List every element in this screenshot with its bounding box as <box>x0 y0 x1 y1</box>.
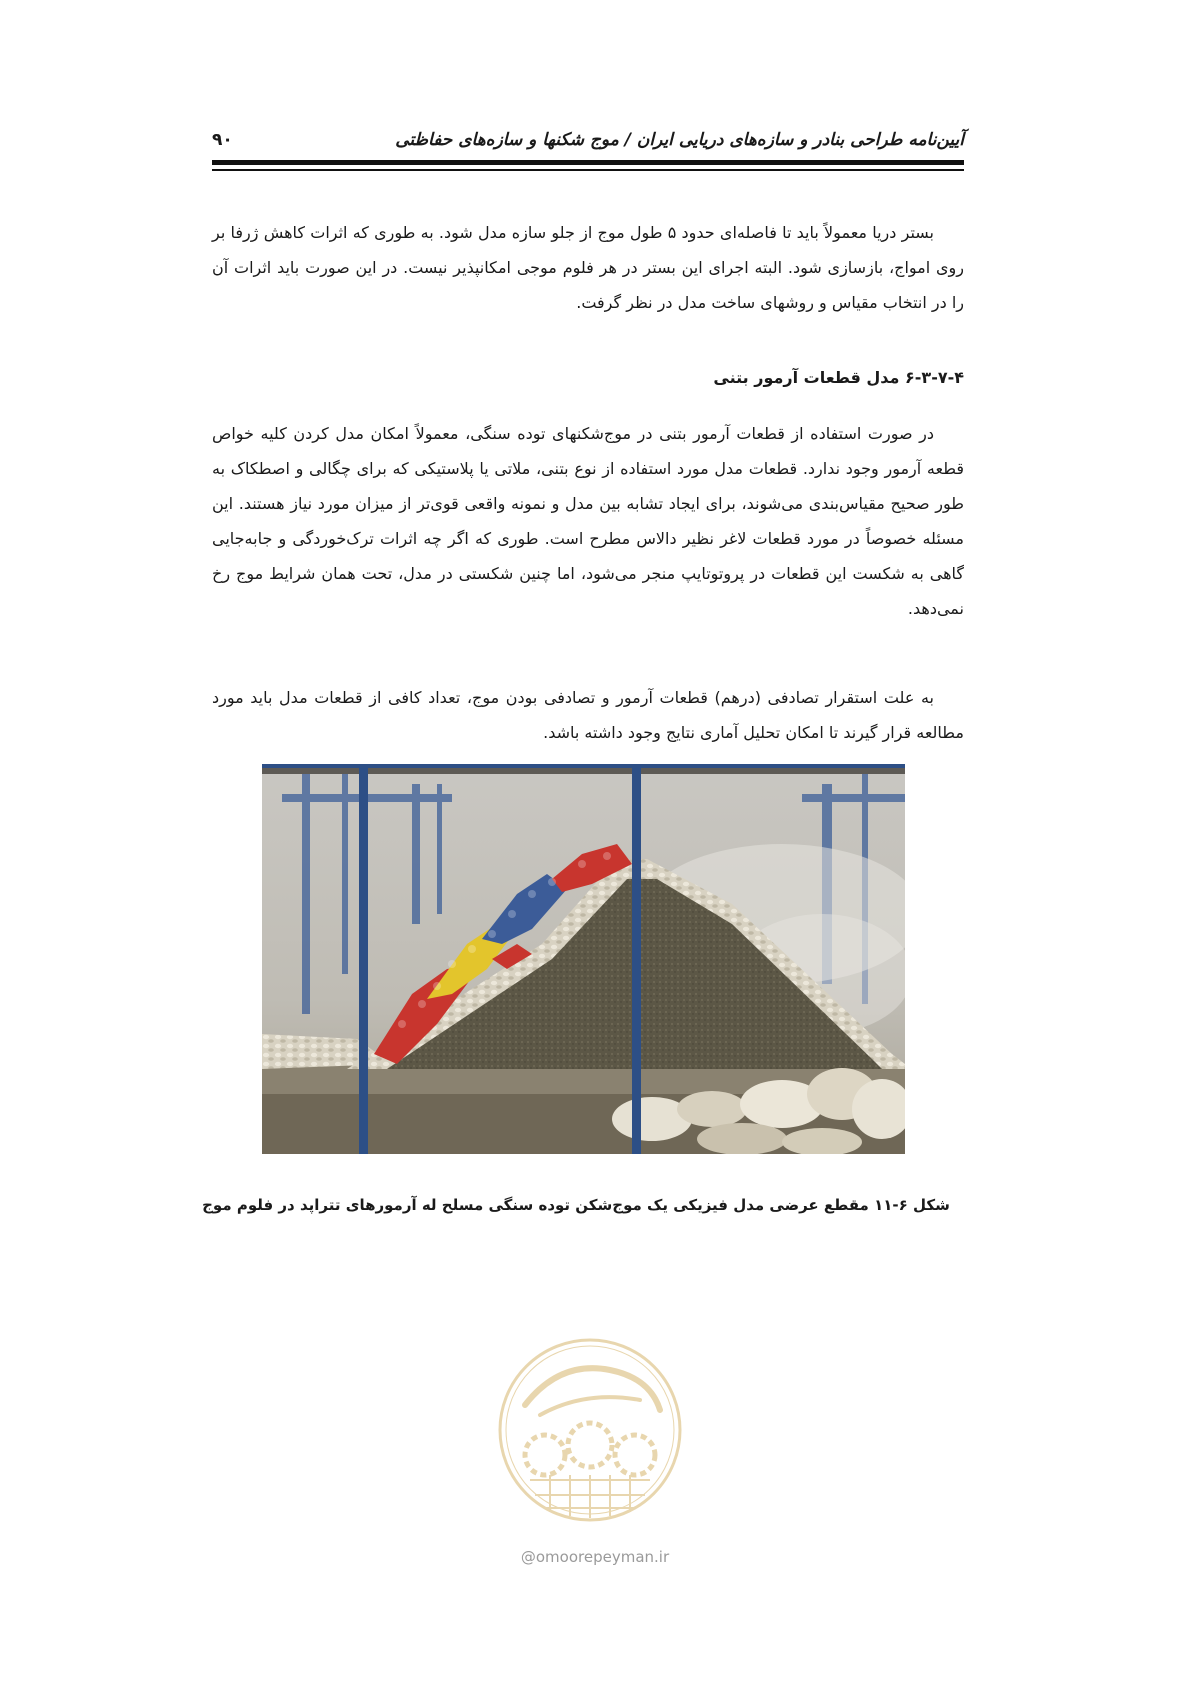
figure-caption: شکل ۶-۱۱ مقطع عرضی مدل فیزیکی یک موج‌شکن توده سنگی مسلح له آرمورهای تتراپد در فلوم موج <box>202 1196 950 1214</box>
paragraph-text: در صورت استفاده از قطعات آرمور بتنی در موج‌شکنهای توده سنگی، معمولاً امکان مدل کردن کلیه خواص قطعه آرمور وجود ندارد. قطعات مدل مورد استفاده از نوع بتنی، ملاتی یا پلاستیکی که برای چگالی و اصطکاک به طور صحیح مقیاس‌بندی می‌شوند، برای ایجاد تشابه بین مدل و نمونه واقعی قوی‌تر از میزان مورد نیاز هستند. این مسئله خصوصاً در مورد قطعات لاغر نظیر دالاس مطرح است. طوری که اگر چه اثرات ترک‌خوردگی و جابه‌جایی گاهی به شکست این قطعات در پروتوتایپ منجر می‌شود، اما چنین شکستی در مدل، تحت همان شرایط موج رخ نمی‌دهد. <box>212 424 964 618</box>
header-title: آیین‌نامه طراحی بنادر و سازه‌های دریایی ایران / موج شکنها و سازه‌های حفاظتی <box>395 130 964 150</box>
page-number: ۹۰ <box>212 130 233 150</box>
paragraph-seabed <box>212 215 964 320</box>
flume-photo-svg <box>262 764 905 1154</box>
watermark-logo <box>490 1330 690 1530</box>
paragraph-random-placement <box>212 680 964 750</box>
header-rule-thin <box>212 169 964 171</box>
section-heading: ۶-۳-۷-۴ مدل قطعات آرمور بتنی <box>713 368 964 387</box>
header-rule-thick <box>212 160 964 165</box>
emblem-icon <box>490 1330 690 1530</box>
paragraph-text: به علت استقرار تصادفی (درهم) قطعات آرمور و تصادفی بودن موج، تعداد کافی از قطعات مدل باید مورد مطالعه قرار گیرند تا امکان تحلیل آماری نتایج وجود داشته باشد. <box>212 688 964 742</box>
paragraph-concrete-armor <box>212 416 964 626</box>
running-header <box>212 128 964 154</box>
breakwater-model-photo <box>262 764 905 1154</box>
watermark-website: @omoorepeyman.ir <box>520 1548 670 1566</box>
paragraph-text: بستر دریا معمولاً باید تا فاصله‌ای حدود ۵ طول موج از جلو سازه مدل شود. به طوری که اثرات کاهش ژرفا بر روی امواج، بازسازی شود. البته اجرای این بستر در هر فلوم موجی امکانپذیر نیست. در این صورت باید اثرات آن را در انتخاب مقیاس و روشهای ساخت مدل در نظر گرفت. <box>212 223 964 312</box>
